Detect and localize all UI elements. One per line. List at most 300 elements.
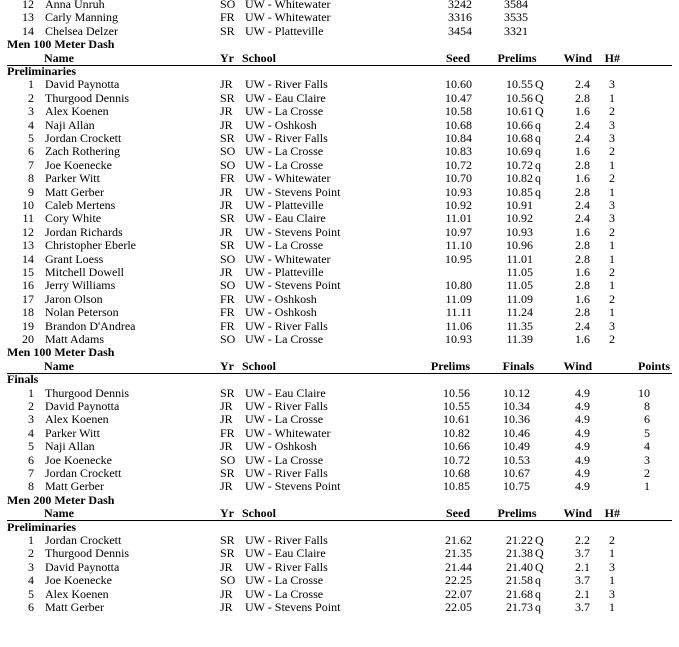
heat: 1 bbox=[609, 157, 615, 172]
year: SR bbox=[220, 546, 235, 561]
seed-mark: 22.25 bbox=[445, 573, 472, 588]
result-row bbox=[0, 601, 679, 614]
athlete-name: Alex Koenen bbox=[45, 104, 109, 119]
result-row bbox=[0, 480, 679, 493]
seed-mark: 10.68 bbox=[445, 117, 472, 132]
year: SO bbox=[220, 144, 236, 159]
seed-mark: 3242 bbox=[448, 0, 472, 11]
heat: 1 bbox=[609, 90, 615, 105]
prelim-mark: 10.55 bbox=[443, 399, 470, 413]
heat: 3 bbox=[609, 586, 615, 601]
place: 17 bbox=[22, 291, 34, 306]
athlete-name: Jordan Richards bbox=[45, 224, 123, 239]
school: UW - La Crosse bbox=[245, 144, 324, 159]
place: 6 bbox=[28, 600, 34, 614]
result-row bbox=[0, 440, 679, 453]
year: FR bbox=[220, 10, 235, 25]
seed-mark: 10.84 bbox=[445, 131, 472, 145]
points: 8 bbox=[644, 399, 650, 413]
result-row bbox=[0, 226, 679, 239]
year: SR bbox=[220, 90, 235, 105]
year: JR bbox=[220, 117, 233, 132]
year: SO bbox=[220, 573, 236, 588]
year: SR bbox=[220, 533, 235, 547]
heat: 2 bbox=[609, 291, 615, 306]
heat: 2 bbox=[609, 332, 615, 346]
header-prelims: Prelims bbox=[497, 50, 537, 65]
qualifier: q bbox=[535, 600, 541, 614]
heat: 1 bbox=[609, 600, 615, 614]
place: 3 bbox=[28, 104, 34, 119]
school: UW - Whitewater bbox=[245, 0, 331, 11]
wind: 1.6 bbox=[575, 291, 590, 306]
athlete-name: Thurgood Dennis bbox=[45, 546, 130, 561]
year: SO bbox=[220, 452, 236, 467]
heat: 3 bbox=[609, 198, 615, 212]
result-row bbox=[0, 11, 679, 24]
result-row bbox=[0, 413, 679, 426]
heat: 3 bbox=[609, 117, 615, 132]
place: 13 bbox=[22, 10, 34, 25]
school: UW - La Crosse bbox=[245, 573, 324, 588]
seed-mark: 22.07 bbox=[445, 586, 472, 601]
prelim-mark: 11.35 bbox=[506, 318, 533, 333]
heat: 2 bbox=[609, 144, 615, 159]
result-row bbox=[0, 400, 679, 413]
athlete-name: Alex Koenen bbox=[45, 586, 109, 601]
prelim-mark: 11.39 bbox=[506, 332, 533, 346]
header-name: Name bbox=[44, 358, 74, 373]
header-name: Name bbox=[44, 506, 74, 521]
prelim-mark: 10.61 bbox=[506, 104, 533, 119]
school: UW - River Falls bbox=[245, 131, 328, 145]
athlete-name: Cory White bbox=[45, 211, 102, 226]
column-header bbox=[0, 360, 679, 373]
header-yr: Yr bbox=[220, 506, 234, 521]
place: 14 bbox=[22, 251, 34, 266]
school: UW - Platteville bbox=[245, 23, 324, 38]
wind: 1.6 bbox=[575, 104, 590, 119]
result-row bbox=[0, 574, 679, 587]
place: 9 bbox=[28, 184, 34, 199]
qualifier: Q bbox=[535, 559, 544, 574]
result-row bbox=[0, 92, 679, 105]
prelim-mark: 21.38 bbox=[506, 546, 533, 561]
school: UW - Stevens Point bbox=[245, 479, 341, 494]
school: UW - Stevens Point bbox=[245, 278, 341, 293]
result-row bbox=[0, 132, 679, 145]
result-row bbox=[0, 427, 679, 440]
header-finals: Finals bbox=[502, 358, 534, 373]
result-row bbox=[0, 333, 679, 346]
result-row bbox=[0, 588, 679, 601]
school: UW - Oshkosh bbox=[245, 291, 317, 306]
wind: 4.9 bbox=[575, 399, 590, 413]
points: 10 bbox=[638, 385, 650, 400]
year: JR bbox=[220, 586, 233, 601]
year: JR bbox=[220, 198, 233, 212]
school: UW - Platteville bbox=[245, 265, 324, 279]
year: JR bbox=[220, 479, 233, 494]
athlete-name: Mitchell Dowell bbox=[45, 265, 124, 279]
school: UW - River Falls bbox=[245, 399, 328, 413]
seed-mark: 10.93 bbox=[445, 332, 472, 346]
year: JR bbox=[220, 265, 233, 279]
school: UW - Oshkosh bbox=[245, 305, 317, 320]
prelim-mark: 10.68 bbox=[443, 466, 470, 480]
year: JR bbox=[220, 600, 233, 614]
prelim-mark: 10.91 bbox=[506, 198, 533, 212]
header-wind: Wind bbox=[563, 358, 592, 373]
school: UW - La Crosse bbox=[245, 412, 324, 427]
place: 8 bbox=[28, 479, 34, 494]
round-label-text: Finals bbox=[7, 372, 39, 387]
seed-mark: 10.93 bbox=[445, 184, 472, 199]
header-prelims: Prelims bbox=[497, 506, 537, 521]
heat: 1 bbox=[609, 251, 615, 266]
result-row bbox=[0, 145, 679, 158]
place: 5 bbox=[28, 586, 34, 601]
school: UW - La Crosse bbox=[245, 332, 324, 346]
heat: 1 bbox=[609, 238, 615, 253]
year: SO bbox=[220, 332, 236, 346]
header-school: School bbox=[242, 358, 277, 373]
year: JR bbox=[220, 412, 233, 427]
header-wind: Wind bbox=[563, 50, 592, 65]
header-name: Name bbox=[44, 50, 74, 65]
seed-mark: 11.09 bbox=[445, 291, 472, 306]
athlete-name: David Paynotta bbox=[45, 399, 120, 413]
place: 1 bbox=[28, 533, 34, 547]
final-mark: 10.53 bbox=[503, 452, 530, 467]
seed-mark: 21.35 bbox=[445, 546, 472, 561]
athlete-name: Nolan Peterson bbox=[45, 305, 119, 320]
wind: 2.8 bbox=[575, 90, 590, 105]
place: 3 bbox=[28, 559, 34, 574]
athlete-name: David Paynotta bbox=[45, 77, 120, 92]
place: 1 bbox=[28, 385, 34, 400]
year: SR bbox=[220, 466, 235, 480]
prelim-mark: 10.82 bbox=[443, 425, 470, 440]
heat: 3 bbox=[609, 211, 615, 226]
result-row bbox=[0, 159, 679, 172]
result-row bbox=[0, 387, 679, 400]
result-mark: 3321 bbox=[504, 23, 528, 38]
points: 6 bbox=[644, 412, 650, 427]
seed-mark: 10.95 bbox=[445, 251, 472, 266]
athlete-name: Brandon D'Andrea bbox=[45, 318, 136, 333]
wind: 2.4 bbox=[575, 211, 590, 226]
prelim-mark: 11.09 bbox=[506, 291, 533, 306]
result-row bbox=[0, 253, 679, 266]
year: SO bbox=[220, 157, 236, 172]
wind: 1.6 bbox=[575, 265, 590, 279]
school: UW - Platteville bbox=[245, 198, 324, 212]
prelim-mark: 10.93 bbox=[506, 224, 533, 239]
result-row bbox=[0, 561, 679, 574]
seed-mark: 10.83 bbox=[445, 144, 472, 159]
heat: 3 bbox=[609, 559, 615, 574]
wind: 2.8 bbox=[575, 157, 590, 172]
place: 18 bbox=[22, 305, 34, 320]
prelim-mark: 10.68 bbox=[506, 131, 533, 145]
prelim-mark: 10.72 bbox=[443, 452, 470, 467]
points: 4 bbox=[644, 439, 650, 454]
result-row bbox=[0, 293, 679, 306]
wind: 1.6 bbox=[575, 171, 590, 186]
place: 13 bbox=[22, 238, 34, 253]
prelim-mark: 10.56 bbox=[443, 385, 470, 400]
athlete-name: Zach Rothering bbox=[45, 144, 120, 159]
qualifier: q bbox=[535, 171, 541, 186]
final-mark: 10.67 bbox=[503, 466, 530, 480]
place: 6 bbox=[28, 452, 34, 467]
points: 1 bbox=[644, 479, 650, 494]
event-title bbox=[0, 38, 679, 51]
athlete-name: Grant Loess bbox=[45, 251, 104, 266]
school: UW - Whitewater bbox=[245, 251, 331, 266]
athlete-name: Joe Koenecke bbox=[45, 452, 112, 467]
wind: 2.4 bbox=[575, 131, 590, 145]
place: 4 bbox=[28, 425, 34, 440]
athlete-name: Parker Witt bbox=[45, 171, 100, 186]
heat: 1 bbox=[609, 278, 615, 293]
year: FR bbox=[220, 425, 235, 440]
athlete-name: Matt Adams bbox=[45, 332, 104, 346]
event-title-text: Men 200 Meter Dash bbox=[7, 492, 115, 507]
prelim-mark: 10.96 bbox=[506, 238, 533, 253]
qualifier: q bbox=[535, 131, 541, 145]
seed-mark: 11.10 bbox=[445, 238, 472, 253]
wind: 2.8 bbox=[575, 238, 590, 253]
heat: 3 bbox=[609, 131, 615, 145]
prelim-mark: 10.69 bbox=[506, 144, 533, 159]
school: UW - Whitewater bbox=[245, 10, 331, 25]
prelim-mark: 10.55 bbox=[506, 77, 533, 92]
year: SR bbox=[220, 131, 235, 145]
place: 5 bbox=[28, 439, 34, 454]
heat: 1 bbox=[609, 305, 615, 320]
heat: 3 bbox=[609, 77, 615, 92]
place: 3 bbox=[28, 412, 34, 427]
school: UW - Oshkosh bbox=[245, 439, 317, 454]
year: SO bbox=[220, 278, 236, 293]
prelim-mark: 10.66 bbox=[506, 117, 533, 132]
year: FR bbox=[220, 291, 235, 306]
school: UW - Eau Claire bbox=[245, 546, 326, 561]
athlete-name: David Paynotta bbox=[45, 559, 120, 574]
year: SR bbox=[220, 211, 235, 226]
heat: 1 bbox=[609, 184, 615, 199]
result-row bbox=[0, 212, 679, 225]
result-row bbox=[0, 454, 679, 467]
result-row bbox=[0, 279, 679, 292]
wind: 4.9 bbox=[575, 412, 590, 427]
athlete-name: Christopher Eberle bbox=[45, 238, 136, 253]
prelim-mark: 10.85 bbox=[506, 184, 533, 199]
place: 4 bbox=[28, 573, 34, 588]
school: UW - Stevens Point bbox=[245, 184, 341, 199]
place: 7 bbox=[28, 466, 34, 480]
wind: 4.9 bbox=[575, 452, 590, 467]
result-row bbox=[0, 119, 679, 132]
seed-mark: 10.92 bbox=[445, 198, 472, 212]
heat: 3 bbox=[609, 318, 615, 333]
prelim-mark: 21.68 bbox=[506, 586, 533, 601]
place: 8 bbox=[28, 171, 34, 186]
place: 14 bbox=[22, 23, 34, 38]
school: UW - Stevens Point bbox=[245, 224, 341, 239]
prelim-mark: 11.01 bbox=[506, 251, 533, 266]
column-header bbox=[0, 52, 679, 65]
year: SO bbox=[220, 251, 236, 266]
school: UW - La Crosse bbox=[245, 157, 324, 172]
year: SO bbox=[220, 0, 236, 11]
final-mark: 10.49 bbox=[503, 439, 530, 454]
place: 1 bbox=[28, 77, 34, 92]
athlete-name: Alex Koenen bbox=[45, 412, 109, 427]
result-row bbox=[0, 239, 679, 252]
wind: 2.1 bbox=[575, 586, 590, 601]
year: FR bbox=[220, 171, 235, 186]
athlete-name: Thurgood Dennis bbox=[45, 90, 130, 105]
year: FR bbox=[220, 318, 235, 333]
wind: 2.8 bbox=[575, 305, 590, 320]
event-title-text: Men 100 Meter Dash bbox=[7, 345, 115, 360]
qualifier: Q bbox=[535, 77, 544, 92]
athlete-name: Matt Gerber bbox=[45, 479, 104, 494]
qualifier: q bbox=[535, 586, 541, 601]
school: UW - River Falls bbox=[245, 318, 328, 333]
place: 16 bbox=[22, 278, 34, 293]
athlete-name: Matt Gerber bbox=[45, 600, 104, 614]
wind: 2.1 bbox=[575, 559, 590, 574]
result-row bbox=[0, 534, 679, 547]
athlete-name: Jaron Olson bbox=[45, 291, 103, 306]
prelim-mark: 10.85 bbox=[443, 479, 470, 494]
heat: 2 bbox=[609, 224, 615, 239]
seed-mark: 10.97 bbox=[445, 224, 472, 239]
athlete-name: Carly Manning bbox=[45, 10, 118, 25]
wind: 4.9 bbox=[575, 466, 590, 480]
year: JR bbox=[220, 439, 233, 454]
school: UW - La Crosse bbox=[245, 238, 324, 253]
result-mark: 3535 bbox=[504, 10, 528, 25]
wind: 3.7 bbox=[575, 546, 590, 561]
final-mark: 10.46 bbox=[503, 425, 530, 440]
wind: 1.6 bbox=[575, 332, 590, 346]
header-school: School bbox=[242, 50, 277, 65]
heat: 1 bbox=[609, 573, 615, 588]
seed-mark: 11.01 bbox=[445, 211, 472, 226]
year: SR bbox=[220, 23, 235, 38]
heat: 1 bbox=[609, 546, 615, 561]
school: UW - La Crosse bbox=[245, 104, 324, 119]
place: 2 bbox=[28, 546, 34, 561]
wind: 4.9 bbox=[575, 439, 590, 454]
athlete-name: Anna Unruh bbox=[45, 0, 105, 11]
place: 2 bbox=[28, 399, 34, 413]
prelim-mark: 10.82 bbox=[506, 171, 533, 186]
school: UW - Eau Claire bbox=[245, 211, 326, 226]
header-prelims: Prelims bbox=[430, 358, 470, 373]
place: 6 bbox=[28, 144, 34, 159]
year: JR bbox=[220, 399, 233, 413]
qualifier: q bbox=[535, 573, 541, 588]
prelim-mark: 21.40 bbox=[506, 559, 533, 574]
place: 4 bbox=[28, 117, 34, 132]
header-seed: Seed bbox=[446, 506, 470, 521]
final-mark: 10.36 bbox=[503, 412, 530, 427]
wind: 2.4 bbox=[575, 198, 590, 212]
athlete-name: Caleb Mertens bbox=[45, 198, 116, 212]
event-title bbox=[0, 346, 679, 359]
year: JR bbox=[220, 77, 233, 92]
seed-mark: 11.06 bbox=[445, 318, 472, 333]
column-header bbox=[0, 507, 679, 520]
place: 20 bbox=[22, 332, 34, 346]
heat: 2 bbox=[609, 265, 615, 279]
place: 11 bbox=[22, 211, 34, 226]
school: UW - La Crosse bbox=[245, 586, 324, 601]
result-row bbox=[0, 306, 679, 319]
seed-mark: 10.70 bbox=[445, 171, 472, 186]
qualifier: Q bbox=[535, 90, 544, 105]
wind: 2.4 bbox=[575, 117, 590, 132]
wind: 2.8 bbox=[575, 184, 590, 199]
round-label bbox=[0, 373, 679, 386]
athlete-name: Matt Gerber bbox=[45, 184, 104, 199]
year: SR bbox=[220, 385, 235, 400]
header-seed: Seed bbox=[446, 50, 470, 65]
place: 10 bbox=[22, 198, 34, 212]
year: JR bbox=[220, 224, 233, 239]
seed-mark: 10.80 bbox=[445, 278, 472, 293]
wind: 2.4 bbox=[575, 318, 590, 333]
athlete-name: Jordan Crockett bbox=[45, 131, 122, 145]
qualifier: q bbox=[535, 157, 541, 172]
place: 12 bbox=[22, 224, 34, 239]
seed-mark: 3316 bbox=[448, 10, 472, 25]
heat: 2 bbox=[609, 104, 615, 119]
wind: 2.2 bbox=[575, 533, 590, 547]
result-row bbox=[0, 78, 679, 91]
athlete-name: Naji Allan bbox=[45, 117, 95, 132]
wind: 2.4 bbox=[575, 77, 590, 92]
seed-mark: 10.47 bbox=[445, 90, 472, 105]
school: UW - Oshkosh bbox=[245, 117, 317, 132]
final-mark: 10.12 bbox=[503, 385, 530, 400]
school: UW - River Falls bbox=[245, 533, 328, 547]
heat: 2 bbox=[609, 533, 615, 547]
qualifier: q bbox=[535, 117, 541, 132]
result-row bbox=[0, 467, 679, 480]
seed-mark: 10.60 bbox=[445, 77, 472, 92]
result-row bbox=[0, 172, 679, 185]
prelim-mark: 21.58 bbox=[506, 573, 533, 588]
school: UW - Eau Claire bbox=[245, 385, 326, 400]
points: 2 bbox=[644, 466, 650, 480]
result-row bbox=[0, 320, 679, 333]
school: UW - La Crosse bbox=[245, 452, 324, 467]
wind: 4.9 bbox=[575, 479, 590, 494]
wind: 1.6 bbox=[575, 144, 590, 159]
header-heat: H# bbox=[604, 506, 620, 521]
seed-mark: 11.11 bbox=[445, 305, 472, 320]
wind: 1.6 bbox=[575, 224, 590, 239]
place: 12 bbox=[22, 0, 34, 11]
wind: 2.8 bbox=[575, 278, 590, 293]
